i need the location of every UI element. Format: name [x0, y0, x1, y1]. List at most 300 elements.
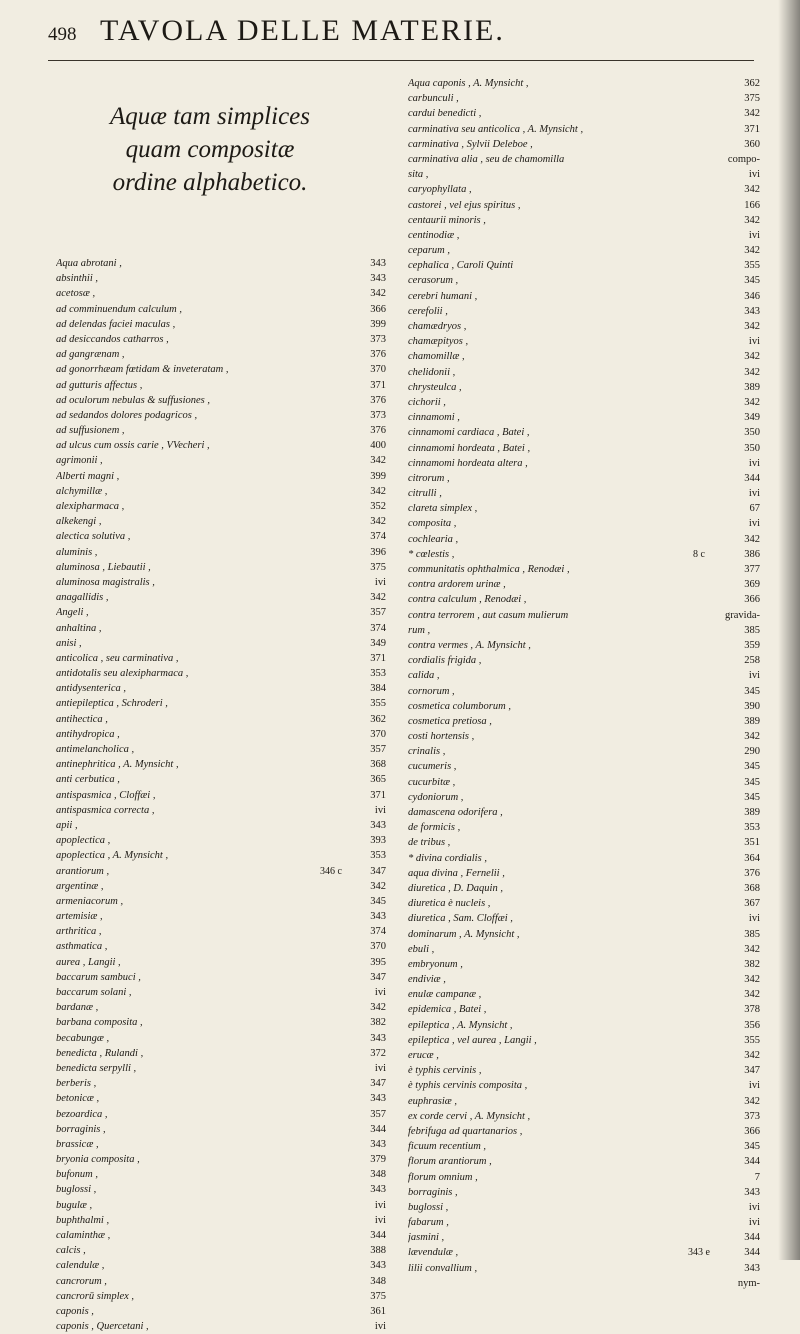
index-entry [408, 152, 760, 167]
entry-page-ref: 345 [744, 1141, 760, 1153]
index-entry [408, 304, 760, 319]
index-entry [56, 1319, 386, 1334]
index-entry [56, 256, 386, 271]
index-entry [408, 456, 760, 471]
entry-label: cinnamomi , [408, 412, 460, 424]
index-entry [408, 577, 760, 592]
index-entry [56, 1091, 386, 1106]
entry-extra-ref: 8 c [693, 548, 705, 560]
index-entry [56, 605, 386, 620]
entry-label: communitatis ophthalmica , Renodæi , [408, 564, 570, 575]
entry-label: armeniacorum , [56, 895, 124, 907]
entry-label: ad gonorrhæam fœtidam & inveteratam , [56, 364, 229, 376]
entry-page-ref: 366 [744, 594, 760, 606]
entry-label: cosmetica pretiosa , [408, 715, 492, 727]
entry-page-ref: 258 [744, 655, 760, 667]
entry-label: benedicta serpylli , [56, 1062, 137, 1074]
entry-page-ref: 346 [744, 290, 760, 302]
index-entry [408, 1215, 760, 1230]
entry-label: citrulli , [408, 488, 442, 500]
index-entry [56, 681, 386, 696]
index-entry [408, 501, 760, 516]
entry-page-ref: 371 [370, 789, 386, 801]
index-entry [56, 499, 386, 514]
index-entry [408, 319, 760, 334]
index-entry [408, 198, 760, 213]
entry-label: centaurii minoris , [408, 214, 486, 226]
index-entry [408, 380, 760, 395]
entry-label: alkekengi , [56, 516, 102, 528]
entry-page-ref: 343 [370, 819, 386, 831]
entry-page-ref: 395 [370, 956, 386, 968]
entry-page-ref: 343 [370, 258, 386, 269]
index-entry [408, 927, 760, 942]
entry-page-ref: 350 [744, 442, 760, 454]
entry-page-ref: 342 [744, 943, 760, 955]
entry-label: enulæ campanæ , [408, 989, 482, 1001]
entry-page-ref: ivi [374, 804, 386, 816]
entry-label: antihydropica , [56, 728, 120, 740]
entry-label: epileptica , A. Mynsicht , [408, 1019, 513, 1031]
index-entry [56, 848, 386, 863]
index-entry [408, 410, 760, 425]
index-entry [56, 423, 386, 438]
entry-label: è typhis cervinis composita , [408, 1080, 528, 1092]
index-entry [56, 924, 386, 939]
entry-label: rum , [408, 624, 431, 636]
entry-label: cinnamomi cardiaca , Batei , [408, 427, 530, 439]
entry-label: lilii convallium , [408, 1262, 478, 1274]
page-number: 498 [48, 24, 77, 45]
entry-label: cardui benedicti , [408, 108, 482, 120]
entry-page-ref: 376 [370, 394, 386, 406]
entry-page-ref: compo- [727, 153, 760, 165]
index-entry [56, 545, 386, 560]
index-entry [408, 957, 760, 972]
entry-page-ref: 370 [370, 728, 386, 740]
entry-label: cosmetica columborum , [408, 700, 511, 712]
entry-page-ref: 343 [744, 1186, 760, 1198]
index-entry [408, 471, 760, 486]
index-entry [408, 608, 760, 623]
index-entry [408, 76, 760, 91]
entry-page-ref: 344 [370, 1123, 386, 1135]
index-entry [56, 332, 386, 347]
entry-label: apii , [56, 819, 78, 831]
index-entry [56, 772, 386, 787]
entry-label: florum arantiorum , [408, 1156, 492, 1168]
entry-page-ref: ivi [748, 229, 760, 241]
index-entry [408, 486, 760, 501]
index-entry [56, 484, 386, 499]
entry-page-ref: 347 [744, 1065, 760, 1077]
entry-page-ref: 362 [370, 713, 386, 725]
index-entry [408, 623, 760, 638]
index-entry [56, 1015, 386, 1030]
index-entry [56, 1198, 386, 1213]
index-entry [56, 1031, 386, 1046]
page-gutter-shadow [778, 0, 800, 1260]
entry-label: centinodiæ , [408, 229, 460, 241]
entry-page-ref: ivi [374, 576, 386, 588]
entry-page-ref: ivi [748, 336, 760, 348]
entry-page-ref: 386 [744, 548, 760, 560]
entry-label: betonicæ , [56, 1093, 100, 1105]
entry-page-ref: 367 [744, 898, 760, 910]
entry-label: castorei , vel ejus spiritus , [408, 199, 521, 211]
entry-label: composita , [408, 518, 457, 530]
entry-page-ref: 344 [744, 1247, 760, 1259]
entry-page-ref: 376 [744, 867, 760, 879]
index-entry [56, 575, 386, 590]
entry-label: carminativa alia , seu de chamomilla [408, 153, 565, 165]
entry-page-ref: 342 [370, 485, 386, 497]
entry-page-ref: 345 [744, 776, 760, 788]
entry-page-ref: ivi [374, 1214, 386, 1226]
entry-page-ref: 352 [370, 501, 386, 512]
entry-label: Angeli , [56, 607, 89, 619]
index-entry [408, 987, 760, 1002]
entry-page-ref: 373 [744, 1110, 760, 1122]
entry-page-ref: 355 [744, 260, 760, 272]
entry-label: arantiorum , [56, 865, 110, 877]
entry-label: calendulæ , [56, 1260, 105, 1272]
index-entry [56, 955, 386, 970]
index-entry [56, 408, 386, 423]
index-entry [56, 302, 386, 317]
entry-label: arthritica , [56, 926, 102, 938]
entry-label: antiepileptica , Schroderi , [56, 698, 168, 710]
entry-page-ref: 347 [370, 865, 386, 877]
index-entry [408, 213, 760, 228]
entry-page-ref: 374 [370, 531, 386, 543]
entry-label: antimelancholica , [56, 744, 135, 755]
index-entry [56, 818, 386, 833]
entry-label: anticolica , seu carminativa , [56, 652, 179, 664]
entry-label: artemisiæ , [56, 911, 103, 923]
entry-page-ref: 368 [744, 882, 760, 894]
entry-page-ref: 343 [370, 1138, 386, 1150]
index-entry [56, 378, 386, 393]
index-entry [408, 122, 760, 137]
entry-label: aluminis , [56, 546, 98, 558]
entry-label: ad delendas faciei maculas , [56, 318, 176, 330]
entry-page-ref: ivi [374, 1062, 386, 1074]
entry-label: caryophyllata , [408, 184, 472, 196]
entry-page-ref: 373 [370, 333, 386, 345]
entry-label: clareta simplex , [408, 503, 478, 515]
entry-label: borraginis , [408, 1186, 458, 1198]
index-entry [408, 896, 760, 911]
entry-label: ebuli , [408, 943, 435, 955]
entry-label: * divina cordialis , [408, 852, 487, 864]
entry-label: Aqua abrotani , [56, 258, 122, 269]
entry-label: epileptica , vel aurea , Langii , [408, 1034, 537, 1046]
index-entry [408, 714, 760, 729]
entry-label: de tribus , [408, 837, 451, 849]
entry-label: antinephritica , A. Mynsicht , [56, 759, 179, 771]
index-entry [408, 1048, 760, 1063]
entry-label: cerasorum , [408, 275, 459, 287]
index-entry [408, 668, 760, 683]
entry-page-ref: 7 [754, 1171, 760, 1183]
entry-label: contra calculum , Renodæi , [408, 594, 527, 606]
entry-page-ref: 349 [744, 412, 760, 424]
index-entry [408, 91, 760, 106]
index-entry [408, 744, 760, 759]
index-entry [56, 362, 386, 377]
index-entry [56, 833, 386, 848]
entry-page-ref: 366 [744, 1125, 760, 1137]
entry-page-ref: 343 [744, 1262, 760, 1274]
entry-page-ref: 342 [744, 731, 760, 743]
index-entry [56, 879, 386, 894]
entry-page-ref: 384 [370, 683, 386, 695]
entry-page-ref: 373 [370, 409, 386, 421]
entry-label: cancrorū simplex , [56, 1290, 135, 1302]
entry-page-ref: 343 [370, 273, 386, 285]
index-entry [56, 1000, 386, 1015]
entry-page-ref: 342 [744, 366, 760, 378]
entry-label: bufonum , [56, 1169, 98, 1181]
index-entry [408, 638, 760, 653]
index-entry [56, 742, 386, 757]
index-entry [56, 1167, 386, 1182]
entry-page-ref: 399 [370, 318, 386, 330]
entry-page-ref: 290 [744, 746, 760, 758]
entry-page-ref: 400 [370, 440, 386, 452]
index-entry [56, 939, 386, 954]
entry-page-ref: 166 [744, 199, 760, 211]
entry-label: cydoniorum , [408, 791, 464, 803]
entry-page-ref: 345 [744, 791, 760, 803]
entry-label: alectica solutiva , [56, 531, 131, 543]
entry-extra-ref: 343 e [688, 1247, 710, 1259]
entry-page-ref: 389 [744, 381, 760, 393]
entry-page-ref: 379 [370, 1154, 386, 1166]
entry-label: è typhis cervinis , [408, 1065, 482, 1077]
entry-label: absinthii , [56, 273, 99, 285]
entry-page-ref: 362 [744, 78, 760, 89]
entry-label: chamæpityos , [408, 336, 469, 348]
entry-label: cancrorum , [56, 1275, 107, 1287]
entry-page-ref: 345 [744, 275, 760, 287]
entry-page-ref: ivi [374, 1321, 386, 1333]
entry-page-ref: 374 [370, 622, 386, 634]
entry-page-ref: 356 [744, 1019, 760, 1031]
entry-label: ad desiccandos catharros , [56, 333, 169, 345]
entry-page-ref: 369 [744, 579, 760, 591]
index-entry [408, 759, 760, 774]
entry-page-ref: 389 [744, 715, 760, 727]
index-entry [56, 1107, 386, 1122]
index-entry [408, 942, 760, 957]
entry-label: cucurbitæ , [408, 776, 456, 788]
index-entry [408, 441, 760, 456]
entry-label: aurea , Langii , [56, 956, 121, 968]
entry-label: buphthalmi , [56, 1214, 110, 1226]
index-entry [56, 894, 386, 909]
index-entry [408, 820, 760, 835]
entry-label: agrimonii , [56, 455, 103, 467]
entry-label: ad comminuendum calculum , [56, 303, 182, 315]
entry-page-ref: 371 [370, 652, 386, 664]
entry-page-ref: ivi [748, 518, 760, 530]
entry-page-ref: 353 [370, 668, 386, 680]
entry-page-ref: 382 [744, 958, 760, 970]
entry-page-ref: 345 [744, 761, 760, 773]
entry-label: antihectica , [56, 713, 108, 725]
entry-label: caponis , Quercetani , [56, 1321, 149, 1333]
entry-label: cephalica , Caroli Quinti [408, 260, 514, 272]
entry-label: contra terrorem , aut casum mulierum [408, 609, 569, 621]
index-entry [56, 1289, 386, 1304]
entry-label: chamomillæ , [408, 351, 465, 363]
entry-label: chelidonii , [408, 366, 456, 378]
entry-label: bezoardica , [56, 1108, 108, 1120]
entry-page-ref: 396 [370, 546, 386, 558]
entry-label: calida , [408, 670, 440, 682]
index-entry [408, 532, 760, 547]
index-entry [408, 137, 760, 152]
entry-page-ref: 342 [370, 455, 386, 467]
index-entry [408, 1078, 760, 1093]
entry-page-ref: 344 [744, 1156, 760, 1168]
index-entry [56, 970, 386, 985]
entry-page-ref: 385 [744, 928, 760, 940]
entry-label: diuretica è nucleis , [408, 898, 491, 910]
entry-label: cichorii , [408, 396, 446, 408]
entry-label: de formicis , [408, 822, 461, 834]
index-entry [408, 547, 760, 562]
entry-page-ref: 343 [370, 1093, 386, 1105]
index-entry [408, 182, 760, 197]
index-entry [56, 1304, 386, 1319]
index-entry [408, 273, 760, 288]
entry-label: apoplectica , [56, 835, 111, 847]
entry-page-ref: 344 [370, 1230, 386, 1241]
entry-page-ref: 67 [749, 503, 760, 515]
entry-page-ref: 353 [744, 822, 760, 834]
index-entry [56, 712, 386, 727]
running-head: TAVOLA DELLE MATERIE. [100, 14, 505, 47]
index-entry [56, 1228, 386, 1243]
entry-page-ref: 342 [370, 1002, 386, 1014]
entry-page-ref: 361 [370, 1305, 386, 1317]
index-entry [56, 636, 386, 651]
index-entry [408, 1200, 760, 1215]
entry-page-ref: 375 [370, 561, 386, 573]
index-entry [408, 243, 760, 258]
index-entry [56, 317, 386, 332]
entry-page-ref: 348 [370, 1275, 386, 1287]
entry-page-ref: 365 [370, 774, 386, 786]
entry-page-ref: 355 [744, 1034, 760, 1046]
index-entry [408, 258, 760, 273]
entry-label: cerefolii , [408, 305, 448, 317]
right-index-column [408, 76, 760, 1291]
entry-page-ref: 344 [744, 472, 760, 484]
entry-page-ref: 377 [744, 564, 760, 575]
entry-label: acetosæ , [56, 288, 96, 300]
index-entry [56, 529, 386, 544]
entry-page-ref: 343 [370, 1032, 386, 1044]
entry-label: anti cerbutica , [56, 774, 120, 786]
entry-page-ref: 343 [744, 305, 760, 317]
entry-label: cochlearia , [408, 533, 459, 545]
entry-label: citrorum , [408, 472, 450, 484]
entry-page-ref: 375 [370, 1290, 386, 1302]
index-entry [56, 393, 386, 408]
entry-label: Aqua caponis , A. Mynsicht , [408, 78, 529, 89]
entry-label: contra ardorem urinæ , [408, 579, 506, 591]
entry-label: fabarum , [408, 1217, 449, 1229]
entry-label: barbana composita , [56, 1017, 143, 1029]
index-entry [56, 864, 386, 879]
entry-page-ref: 351 [744, 837, 760, 849]
entry-page-ref: 376 [370, 425, 386, 437]
entry-label: carminativa seu anticolica , A. Mynsicht , [408, 123, 584, 135]
entry-label: ficuum recentium , [408, 1141, 487, 1153]
index-entry [408, 167, 760, 182]
index-entry [56, 271, 386, 286]
index-entry [408, 851, 760, 866]
index-entry [56, 909, 386, 924]
index-entry [408, 1261, 760, 1276]
index-entry [408, 835, 760, 850]
index-entry [56, 1061, 386, 1076]
entry-label: antidysenterica , [56, 683, 126, 695]
entry-page-ref: 375 [744, 93, 760, 105]
entry-page-ref: 342 [744, 321, 760, 332]
index-entry [56, 1213, 386, 1228]
index-entry [408, 1033, 760, 1048]
entry-label: cinnamomi hordeata altera , [408, 457, 528, 469]
entry-page-ref: 370 [370, 364, 386, 376]
entry-label: jasmini , [408, 1232, 445, 1244]
entry-label: calcis , [56, 1245, 86, 1257]
entry-label: aluminosa , Liebautii , [56, 561, 151, 573]
entry-page-ref: 382 [370, 1017, 386, 1029]
entry-page-ref: 345 [370, 895, 386, 907]
entry-page-ref: 342 [744, 989, 760, 1001]
index-entry [408, 653, 760, 668]
index-entry [408, 1094, 760, 1109]
entry-page-ref: ivi [748, 670, 760, 682]
entry-label: erucæ , [408, 1050, 439, 1061]
index-entry [56, 803, 386, 818]
entry-page-ref: ivi [748, 488, 760, 500]
entry-page-ref: 355 [370, 698, 386, 710]
entry-page-ref: 342 [370, 516, 386, 528]
index-entry [56, 666, 386, 681]
index-entry [408, 775, 760, 790]
index-entry [56, 1122, 386, 1137]
entry-page-ref: 350 [744, 427, 760, 439]
index-entry [408, 1276, 760, 1291]
entry-label: ex corde cervi , A. Mynsicht , [408, 1110, 531, 1122]
entry-page-ref: 371 [370, 379, 386, 391]
entry-page-ref: 347 [370, 971, 386, 983]
entry-label: contra vermes , A. Mynsicht , [408, 639, 531, 651]
entry-label: aluminosa magistralis , [56, 576, 155, 588]
entry-label: anhaltina , [56, 622, 102, 634]
index-entry [408, 562, 760, 577]
index-entry [56, 590, 386, 605]
index-entry [56, 696, 386, 711]
index-entry [56, 727, 386, 742]
entry-label: anisi , [56, 637, 82, 649]
